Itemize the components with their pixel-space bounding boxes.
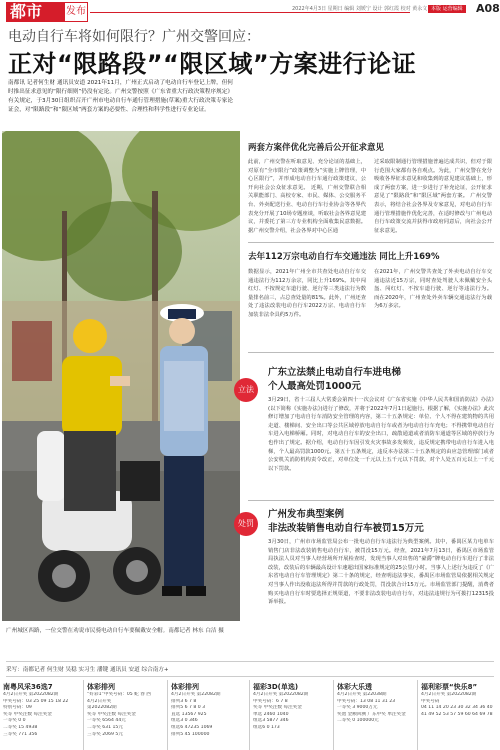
lottery-block [250,680,334,750]
lottery-line: 特别号码：09 [3,705,32,711]
lottery-line: 中奖号码 [421,698,440,704]
lottery-line: 中奖号码：03 25 09 15 18 22 [3,698,69,704]
lottery-block [0,680,84,750]
lottery-line: 4月2日开奖 第2022082期 [3,692,59,697]
lottery-line: 中奖号码：13 08 11 31 23 [337,698,396,704]
lottery-line: 一等奖 3 9000万元 [337,705,378,711]
credits-line: 采写：南都记者 何生财 吴稳 实习生 潘键 通讯员 安道 综合南方+ [6,661,494,677]
lottery-line: 4月2日开奖 [87,698,112,704]
section1-col2: 过采取限制通行管理措施普遍达成共识，但对于限行范围大家都有各自观点。为此，广州交警在充分吸收各界征求意见和收集到的意见建议基础上，形成了两套方案，进一步进行了补充论证，公开征求意见了“限路段”和“限区域”两套方案。 广州交警表示，将结合社会各界及专家意见，对电动自行车通行管理措施作优化完善，在适时修改与广州电动自行车政策交流并获得市政府同意后，向社会公开征求意见。 [374,159,492,234]
lottery-line: 排列5 6 7 8 0 3 [171,705,206,711]
divider [248,352,494,353]
page-header [0,0,500,22]
editor-tag: 本版 运营编辑 [428,5,466,13]
lottery-results-strip [0,680,500,750]
lottery-block [84,680,168,750]
lottery-block [168,680,250,750]
lottery-line: 组选3 5877 346 [253,718,289,724]
lottery-title: 南粤风采36选7 [3,683,53,691]
lottery-line: 中奖号码：6 7 8 [253,698,288,704]
lottery-line: 排列3 6 7 8 [171,698,197,704]
lottery-line: 二等奖 0 100000元 [337,718,379,724]
lead-paragraph: 南都讯 记者何生财 通讯员安道 2021年11月，广州正式启动了电动自行车登记上牌，但何时推出征求意见的“限行细则”仍没有定论。广州交警按照《广东省重大行政决策程序规定》有关规定，于3月30日组织召开广州市电动自行车通行管理措施(草案)重大行政决策专家论证会，对“限路段”和“限区域”两套方案的必要性、合理性和科学性进行专业论证。 [8,80,233,113]
penalty-badge: 处罚 [234,512,258,536]
lottery-line: 一等奖 6564 44元 [87,718,126,724]
lottery-title: 体彩排列 [87,683,115,691]
lottery-line: 04 11 14 20 23 30 32 34 36 40 [421,705,493,711]
header-rule [90,12,410,13]
lottery-line: 41 49 52 53 57 59 60 64 69 78 [421,711,493,717]
lottery-line: “好彩1”中奖号码：05 蛇 春 西 [87,692,151,697]
lottery-line: 单选 2460 1040 [253,711,289,717]
photo-illustration [2,131,240,621]
lottery-line: 二等奖 15 4938 [3,724,38,730]
lottery-line: 直选 13567 925 [171,711,207,717]
lottery-line: 第2022082期 [87,705,117,711]
photo-caption: 广州城区西路，一位交警在劝说市民骑电动自行车要佩戴安全帽。南都记者 林东 白洁 摄 [6,628,224,634]
lottery-line: 4月2日开奖 第22038期 [337,692,387,697]
page-number: A08 [476,2,500,15]
lottery-line: 奖等 中奖注数 每注奖金 [3,711,52,717]
headline: 正对“限路段”“限区域”方案进行论证 [8,50,417,78]
section2-col2: 在2021年，广州交警共查处了外卖电动自行车交通违法近15万宗，同时查处驾驶人未佩戴安全头盔、闯红灯、不按车道行驶、逆行等违法行为。 而在2020年，广州查处外卖车辆交通违法行为载为6万多宗。 [374,269,492,310]
lottery-line: 三等奖 771 356 [3,731,38,737]
lottery-line: 奖池 金额回溯 广东中奖 单注奖金 [337,711,406,717]
lottery-line: 组选6 0 173 [253,724,280,730]
lottery-line: 奖等 中奖注数 每注奖金 [87,711,136,717]
section3-body: 3月29日，省十三届人大常委会第四十一次会议对《广东省实施《中华人民共和国消防法》办法》(以下简称《实施办法》)进行了修改，并将于2022年7月1日起施行。根据了解，《实施办法》此次修订增加了电动自行车消防安全管理的内容，第二十五条规定：单位、个人不得在建筑物的共用走道、楼梯间、安全出口等公共区域停放电动自行车或者为电动自行车充电；不得携带电动自行车进入电梯桥厢。同时，对电动自行车的安全出口，疏散通道或者消防车通道等区域的停放行为也作出了规定。据介绍，电动自行车因引发火灾事故多发频发，违反规定携带电动自行车进入电梯，个人最高罚款1000元。第五十五条规定，违反本办法第二十五条规定的由应急管理部门或者公安机关消防机构责令改正，对单位处一千元以上五千元以下罚款，对个人处五百元以上一千元以下罚款。 [268,397,494,472]
kicker: 电动自行车将如何限行？广州交警回应： [8,29,260,45]
news-photo [2,131,240,621]
divider [248,242,494,243]
section1-col1: 此前，广州交警在听取意见、充分论证的基础上，对原有“全市限行”政策调整为“实施上牌管理，中心区限行”，并形成电动自行车通行政策建议，公开向社会公众征求意见。 近期，广州交警联合相关职能部门、高校专家、市民、媒体、公交服务平台、外卖配送行业、电动自行车行业协会等各界代表充分开展了10场专题座谈，听取社会各界意见建议，并委托了第三方专业机构全面收集民意数据。 据广州交警介绍，社会各界对中心区通 [248,159,366,234]
lottery-line: 4月2日开奖 第22082期 [171,692,221,697]
lottery-line: 二等奖 631 15元 [87,724,123,730]
section2-col1: 数据显示，2021年广州全市共查处电动自行车交通违法行为112万余宗，同比上升169%。其中闯红灯、不按规定车道行驶、逆行等三类违法行为数量排名前三，占总查处量的81%。此外，广州还查处了违法改装电动自行车2022万宗、电动自行车加装非法伞具约5万件。 [248,269,366,318]
lottery-title: 体彩排列 [171,683,199,691]
lottery-title: 体彩大乐透 [337,683,372,691]
lottery-line: 一等奖 0 0 [3,718,26,724]
section1-title: 两套方案伴优化完善后公开征求意见 [248,143,385,153]
lottery-title: 福利彩票“快乐8” [421,683,478,691]
lottery-line: 三等奖 2069 5元 [87,731,123,737]
subsection-name: 发布 [64,2,88,22]
lottery-line: 4月2日开奖 第2022082期 [253,692,309,697]
lottery-block [334,680,418,750]
lottery-line: 组选6 47235 1069 [171,724,213,730]
lottery-line: 4月2日开奖 第2022082期 [421,692,477,697]
dateline: 2022年4月3日 星期日 编辑 刘媛宁 设计 郭红霞 校对 黄永文 [292,6,428,12]
lottery-line: 奖等 中奖注数 每注奖金 [253,705,302,711]
section3-title-line1: 广东立法禁止电动自行车进电梯 [268,367,402,378]
divider [248,500,494,501]
section4-title-line1: 广州发布典型案例 [268,509,345,520]
section2-title: 去年112万宗电动自行车交通违法 同比上升169% [248,252,440,262]
section-name: 都市 [6,2,64,22]
lottery-title: 福彩3D(单选) [253,683,299,691]
lottery-line: 组选3 0 346 [171,718,198,724]
lottery-line: 排列5 45 100000 [171,731,210,737]
lottery-block [418,680,500,750]
section4-title-line2: 非法改装销售电动自行车被罚15万元 [268,523,424,534]
section4-body: 3月30日，广州市市场监管局公布一批电动自行车违法行为典型案例。其中，番禺区某力电单车销售门店非法改装销售电动自行车，被罚没15万元。经查，2021年7月13日，番禺区市场监管局执法人员对当事人经营场所开展检查时，发现当事人对出售的“豪爵”牌电动自行车进行了非法改装，改装后的车辆最高设计车速超出国家标准规定的25公里/小时。当事人上述行为违反了《广东省电动自行车管理规定》第二十条的规定，经查明违法事实，番禺区市场监管局依据相关规定对当事人作出没收违法所得并罚款的行政处罚，罚没款合计15万元。市场监管部门提醒，消费者购买电动自行车时要选择正规渠道，不要非法改装电动自行车，对违法违规行为可拨打12315投诉举报。 [268,539,494,606]
legislation-badge: 立法 [234,378,258,402]
section3-title-line2: 个人最高处罚1000元 [268,381,361,392]
